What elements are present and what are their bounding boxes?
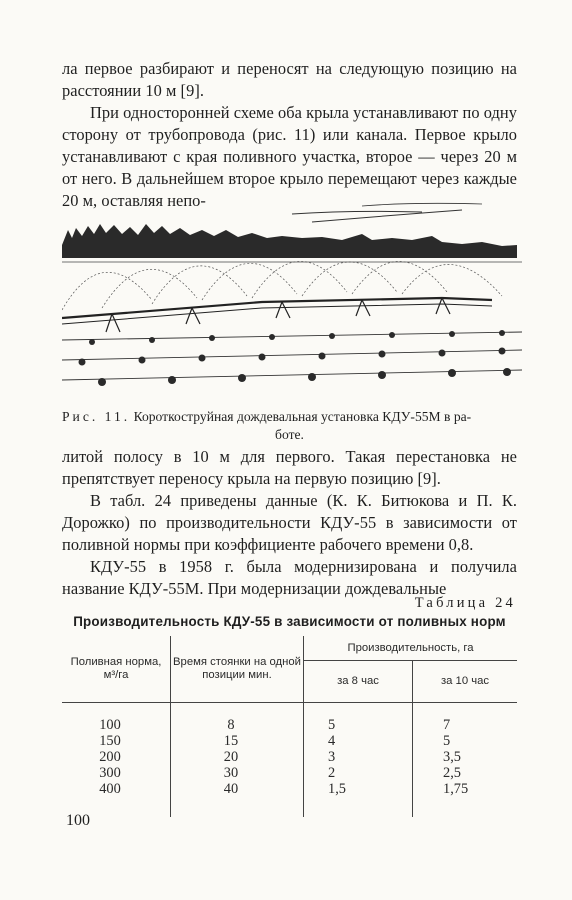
figure-caption [62, 408, 517, 444]
header-productivity: Производительность, га [304, 636, 518, 661]
cell-norm: 200 [62, 749, 171, 765]
productivity-table [62, 636, 517, 817]
cell-8h: 5 [304, 703, 413, 734]
table-title: Производительность КДУ-55 в зависимости от поливных норм [73, 614, 506, 629]
cell-norm: 150 [62, 733, 171, 749]
cell-time: 30 [171, 765, 304, 781]
cell-8h: 4 [304, 733, 413, 749]
cell-time: 20 [171, 749, 304, 765]
cell-norm: 100 [62, 703, 171, 734]
cell-10h: 7 [443, 717, 451, 733]
cell-8h: 3 [304, 749, 413, 765]
cell-10h: 1,75 [443, 781, 469, 797]
figure-caption-line2: боте. [275, 427, 304, 442]
figure-caption-label: Рис. 11. [62, 409, 131, 424]
cell-8h: 2 [304, 765, 413, 781]
cell-norm: 400 [62, 781, 171, 817]
table-number: Таблица 24 [414, 595, 516, 611]
paragraph-1: ла первое разбирают и переносят на следующую позицию на расстоянии 10 м [9]. [62, 59, 517, 100]
table-row [62, 733, 517, 749]
table-row [62, 765, 517, 781]
paragraph-4: В табл. 24 приведены данные (К. К. Битюкова и П. К. Дорожко) по производительности КДУ-55 в зависимости от поливной нормы при коэффициенте рабочего времени 0,8. [62, 491, 517, 554]
cell-time: 15 [171, 733, 304, 749]
paragraph-5: КДУ-55 в 1958 г. была модернизирована и получила название КДУ-55М. При модернизации дождевальные [62, 557, 517, 598]
page-number: 100 [66, 812, 90, 829]
cell-10h: 5 [443, 733, 451, 749]
cell-10h: 3,5 [443, 749, 461, 765]
cell-time: 8 [171, 703, 304, 734]
header-standing-time: Время стоянки на одной позиции мин. [171, 636, 304, 703]
figure-caption-line1: Короткоструйная дождевальная установка КДУ-55М в ра- [133, 409, 472, 424]
cell-norm: 300 [62, 765, 171, 781]
figure-sprinkler-illustration [62, 200, 522, 400]
table-row [62, 781, 517, 817]
cell-8h: 1,5 [304, 781, 413, 817]
header-10-hours: за 10 час [413, 661, 518, 703]
header-8-hours: за 8 час [304, 661, 413, 703]
cell-10h: 2,5 [443, 765, 461, 781]
paragraph-3: литой полосу в 10 м для первого. Такая перестановка не препятствует переносу крыла на первую позицию [9]. [62, 447, 517, 488]
header-irrigation-norm: Поливная норма, м³/га [62, 636, 171, 703]
table-row [62, 749, 517, 765]
table-row [62, 703, 517, 734]
cell-time: 40 [171, 781, 304, 817]
paragraph-2: При односторонней схеме оба крыла устанавливают по одну сторону от трубопровода (рис. 11) или канала. Первое крыло устанавливают с края поливного участка, второе — через 20 м от него. В дальнейшем второе крыло перемещают через каждые 20 м, оставляя непо- [62, 103, 517, 210]
